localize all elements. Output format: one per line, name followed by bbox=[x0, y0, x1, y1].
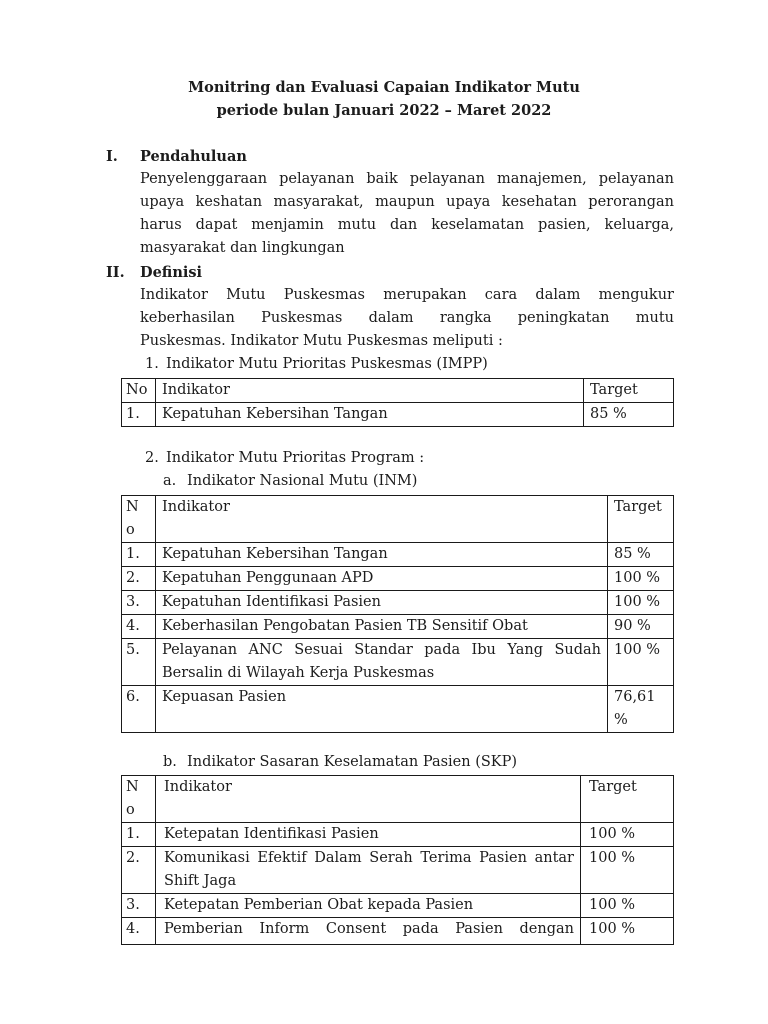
list-title: Indikator Mutu Prioritas Program : bbox=[166, 450, 425, 466]
cell-no: 3. bbox=[122, 894, 156, 918]
cell-target-text: 76,61 % bbox=[614, 689, 656, 728]
table-row bbox=[122, 403, 674, 427]
header-no-text: No bbox=[126, 779, 139, 818]
table-row bbox=[122, 823, 674, 847]
header-no: No bbox=[122, 379, 156, 403]
cell-target: 100 % bbox=[608, 591, 674, 615]
cell-target: 100 % bbox=[608, 639, 674, 686]
cell-target: 100 % bbox=[581, 894, 674, 918]
section-number: I. bbox=[106, 148, 118, 165]
cell-indikator: Komunikasi Efektif Dalam Serah Terima Pasien antar Shift Jaga bbox=[156, 847, 581, 894]
table-row bbox=[122, 847, 674, 894]
paragraph-line: Penyelenggaraan pelayanan baik pelayanan manajemen, pelayanan bbox=[140, 171, 674, 187]
header-target: Target bbox=[608, 496, 674, 543]
header-no bbox=[122, 496, 156, 543]
cell-no: 2. bbox=[122, 847, 156, 894]
sublist-letter: a. bbox=[163, 473, 177, 489]
section-paragraph bbox=[140, 284, 674, 353]
table-header-row bbox=[122, 496, 674, 543]
table-header-row bbox=[122, 379, 674, 403]
cell-indikator: Kepatuhan Penggunaan APD bbox=[156, 567, 608, 591]
cell-indikator: Kepuasan Pasien bbox=[156, 686, 608, 733]
cell-target: 100 % bbox=[581, 918, 674, 945]
section-heading: Pendahuluan bbox=[140, 148, 247, 165]
list-number: 2. bbox=[145, 450, 159, 466]
cell-no: 1. bbox=[122, 403, 156, 427]
cell-target: 90 % bbox=[608, 615, 674, 639]
document-title: Monitring dan Evaluasi Capaian Indikator Mutu bbox=[188, 79, 580, 96]
sublist-title: Indikator Sasaran Keselamatan Pasien (SKP) bbox=[187, 754, 518, 770]
impp-table bbox=[121, 378, 674, 427]
cell-indikator: Keberhasilan Pengobatan Pasien TB Sensitif Obat bbox=[156, 615, 608, 639]
section-number: II. bbox=[106, 264, 125, 281]
header-target: Target bbox=[584, 379, 674, 403]
table-row bbox=[122, 591, 674, 615]
header-indikator: Indikator bbox=[156, 496, 608, 543]
paragraph-line: masyarakat dan lingkungan bbox=[140, 240, 345, 256]
cell-indikator: Ketepatan Identifikasi Pasien bbox=[156, 823, 581, 847]
paragraph-line: Indikator Mutu Puskesmas merupakan cara dalam mengukur bbox=[140, 287, 674, 303]
paragraph-line: upaya keshatan masyarakat, maupun upaya kesehatan perorangan bbox=[140, 194, 674, 210]
header-no bbox=[122, 776, 156, 823]
cell-indikator: Pelayanan ANC Sesuai Standar pada Ibu Yang Sudah Bersalin di Wilayah Kerja Puskesmas bbox=[156, 639, 608, 686]
cell-target: 85 % bbox=[584, 403, 674, 427]
cell-no: 4. bbox=[122, 918, 156, 945]
cell-target bbox=[608, 686, 674, 733]
cell-indikator: Ketepatan Pemberian Obat kepada Pasien bbox=[156, 894, 581, 918]
skp-table bbox=[121, 775, 674, 945]
sublist-title: Indikator Nasional Mutu (INM) bbox=[187, 473, 418, 489]
paragraph-line: Puskesmas. Indikator Mutu Puskesmas meliputi : bbox=[140, 333, 503, 349]
cell-target: 85 % bbox=[608, 543, 674, 567]
cell-no: 1. bbox=[122, 823, 156, 847]
sublist-letter: b. bbox=[163, 754, 177, 770]
table-row bbox=[122, 918, 674, 945]
table-row bbox=[122, 567, 674, 591]
list-title: Indikator Mutu Prioritas Puskesmas (IMPP) bbox=[166, 356, 488, 372]
cell-indikator-text: Pemberian Inform Consent pada Pasien dengan bbox=[164, 921, 574, 937]
header-indikator: Indikator bbox=[156, 379, 584, 403]
cell-indikator: Kepatuhan Kebersihan Tangan bbox=[156, 543, 608, 567]
header-no-text: No bbox=[126, 499, 139, 538]
cell-no: 5. bbox=[122, 639, 156, 686]
cell-indikator bbox=[156, 918, 581, 945]
cell-no: 1. bbox=[122, 543, 156, 567]
list-number: 1. bbox=[145, 356, 159, 372]
cell-target: 100 % bbox=[581, 823, 674, 847]
cell-no: 6. bbox=[122, 686, 156, 733]
header-indikator: Indikator bbox=[156, 776, 581, 823]
cell-indikator: Kepatuhan Identifikasi Pasien bbox=[156, 591, 608, 615]
cell-no: 2. bbox=[122, 567, 156, 591]
table-row bbox=[122, 894, 674, 918]
cell-target: 100 % bbox=[581, 847, 674, 894]
cell-no: 3. bbox=[122, 591, 156, 615]
document-period: periode bulan Januari 2022 – Maret 2022 bbox=[216, 102, 552, 119]
section-paragraph bbox=[140, 168, 674, 260]
section-heading: Definisi bbox=[140, 264, 203, 281]
cell-no: 4. bbox=[122, 615, 156, 639]
header-target: Target bbox=[581, 776, 674, 823]
inm-table bbox=[121, 495, 674, 733]
table-row bbox=[122, 686, 674, 733]
table-header-row bbox=[122, 776, 674, 823]
table-row bbox=[122, 543, 674, 567]
cell-indikator: Kepatuhan Kebersihan Tangan bbox=[156, 403, 584, 427]
table-row bbox=[122, 615, 674, 639]
table-row bbox=[122, 639, 674, 686]
paragraph-line: keberhasilan Puskesmas dalam rangka peningkatan mutu bbox=[140, 310, 674, 326]
paragraph-line: harus dapat menjamin mutu dan keselamatan pasien, keluarga, bbox=[140, 217, 674, 233]
cell-target: 100 % bbox=[608, 567, 674, 591]
